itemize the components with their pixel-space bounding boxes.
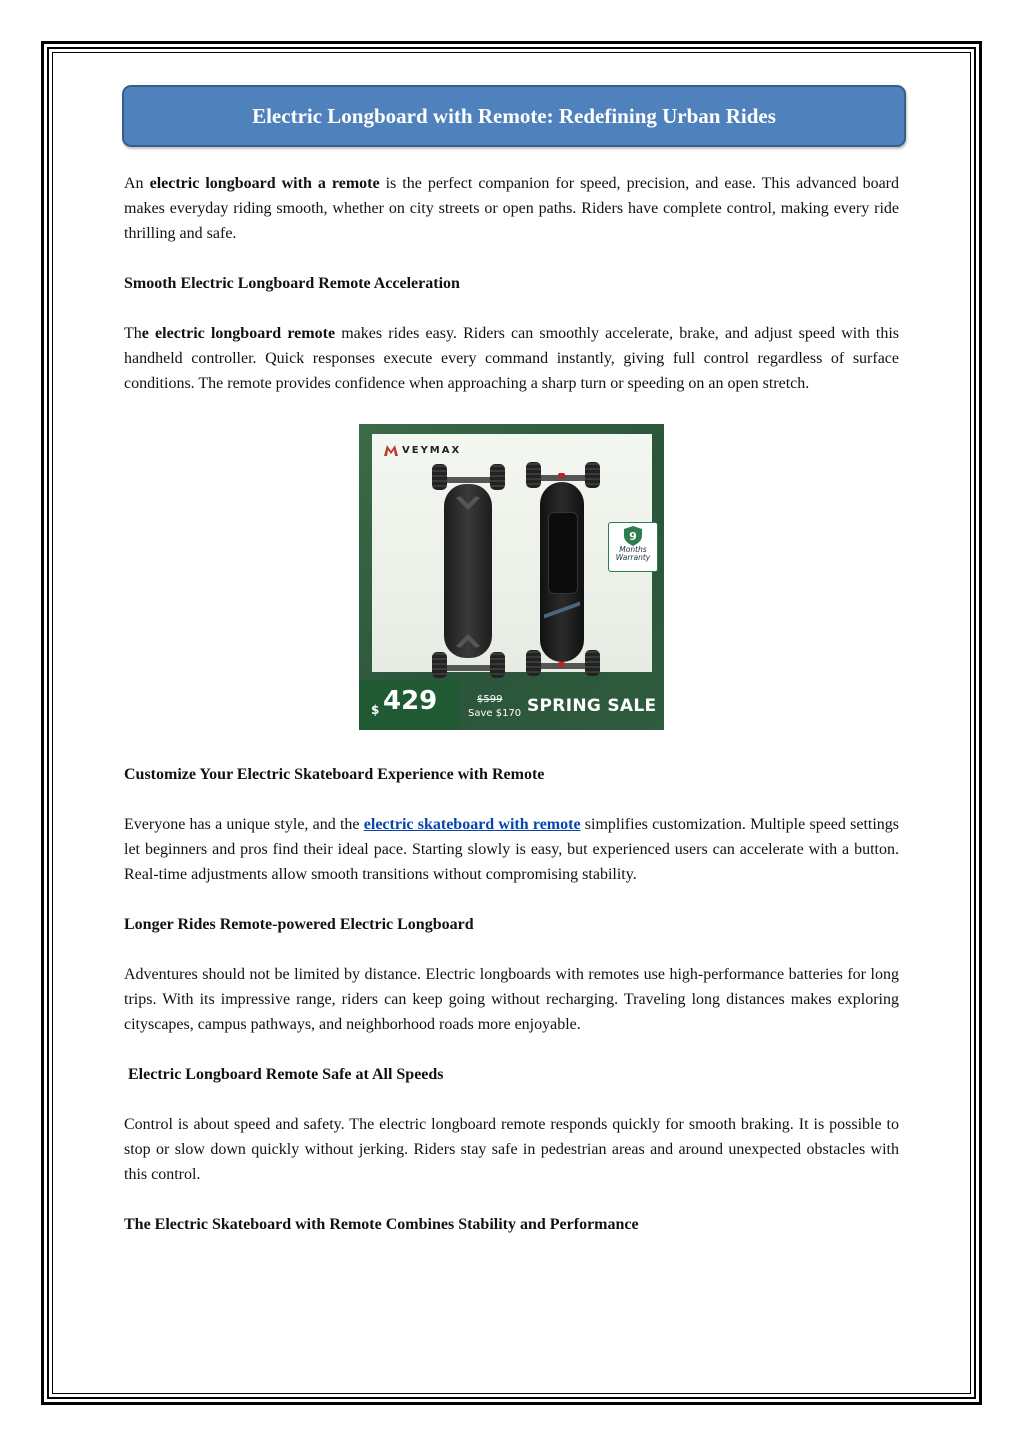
wheel-icon: [585, 650, 600, 676]
intro-text-start: An: [124, 175, 150, 192]
currency-symbol: $: [371, 703, 380, 717]
savings-label: Save $170: [468, 708, 522, 719]
longer-rides-paragraph: Adventures should not be limited by distance. Electric longboards with remotes use high-performance batteries for long trips. With its impressive range, riders can keep going without recharging. Traveling long distances makes exploring cityscapes, campus pathways, and neighborhood roads more enjoyable.: [124, 966, 899, 1033]
original-price: $599: [477, 694, 503, 705]
section-heading-stability: The Electric Skateboard with Remote Combines Stability and Performance: [124, 1216, 639, 1233]
safety-paragraph: Control is about speed and safety. The electric longboard remote responds quickly for smooth braking. It is possible to stop or slow down quickly without jerking. Riders stay safe in pedestrian areas and around unexpected obstacles with this control.: [124, 1116, 899, 1183]
title-banner: [122, 85, 906, 147]
product-card: [372, 434, 652, 672]
brand-name: VEYMAX: [402, 445, 462, 456]
product-image: [359, 424, 664, 730]
skateboard-remote-link[interactable]: electric skateboard with remote: [363, 816, 581, 833]
sale-label: SPRING SALE: [527, 696, 657, 716]
intro-text-end: is the perfect companion for speed, precision, and ease. This advanced board makes everyday riding smooth, whether on city streets or open paths. Riders have complete control, making every ride thrilling and safe.: [124, 175, 899, 242]
wheel-icon: [490, 652, 505, 678]
wheel-icon: [432, 652, 447, 678]
warranty-badge: [608, 522, 658, 572]
acceleration-text-end: makes rides easy. Riders can smoothly accelerate, brake, and adjust speed with this handheld controller. Quick responses execute every command instantly, giving full control regardless of surface conditions. The remote provides confidence when approaching a sharp turn or speeding on an open stretch.: [124, 325, 899, 392]
shield-icon: [624, 526, 642, 546]
section-heading-acceleration: Smooth Electric Longboard Remote Acceleration: [124, 275, 460, 292]
customize-paragraph: [124, 812, 899, 887]
longboard-deck-top: [444, 484, 492, 658]
brand-logo: [384, 445, 461, 456]
section-heading-customize: Customize Your Electric Skateboard Experience with Remote: [124, 766, 545, 783]
intro-paragraph: [124, 171, 899, 246]
acceleration-keyword: e electric longboard remote: [141, 325, 336, 342]
wheel-icon: [585, 462, 600, 488]
battery-pack: [548, 512, 578, 594]
wheel-icon: [526, 462, 541, 488]
intro-keyword: electric longboard with a remote: [149, 175, 380, 192]
wheel-icon: [526, 650, 541, 676]
wheel-icon: [432, 464, 447, 490]
article-body: [124, 171, 899, 1237]
warranty-months: Months: [619, 545, 647, 554]
warranty-label: Warranty: [615, 553, 651, 562]
acceleration-text-start: Th: [124, 325, 142, 342]
svg-text:9: 9: [629, 530, 637, 543]
veymax-logo-icon: [384, 445, 398, 456]
customize-text-end: simplifies customization. Multiple speed settings let beginners and pros find their ideal pace. Starting slowly is easy, but experienced users can accelerate with a button. Real-time adjustments allow smooth transitions without compromising stability.: [124, 816, 900, 883]
sale-price: 429: [383, 686, 438, 716]
longboard-deck-bottom: [540, 482, 584, 662]
wheel-icon: [490, 464, 505, 490]
section-heading-safety: Electric Longboard Remote Safe at All Speeds: [128, 1066, 444, 1083]
page-title: Electric Longboard with Remote: Redefining Urban Rides: [252, 103, 776, 128]
section-heading-longer-rides: Longer Rides Remote-powered Electric Longboard: [124, 916, 474, 933]
price-bar: [359, 680, 664, 730]
customize-text-start: Everyone has a unique style, and the: [124, 816, 364, 833]
acceleration-paragraph: [124, 321, 899, 396]
